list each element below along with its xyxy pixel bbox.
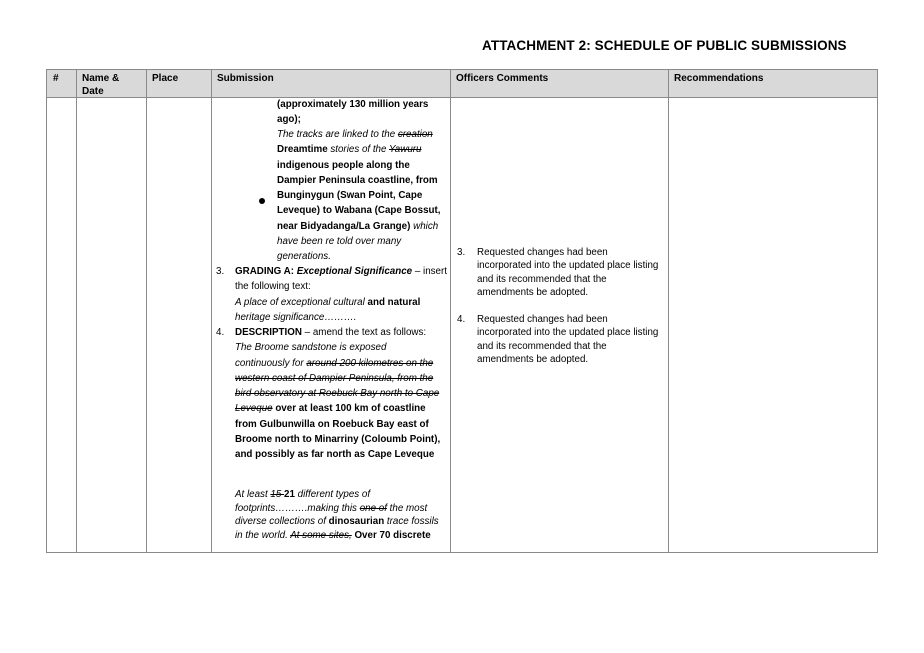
submission-line: Dampier Peninsula coastline, from [277,174,438,186]
submission-line [235,529,447,543]
submission-line: Broome north to Minarriny (Coloumb Point), [235,434,441,446]
struck-text: At some sites, [290,529,352,541]
submission-line [277,158,447,173]
text-span: trace fossils [384,516,439,527]
submissions-table [46,69,878,553]
struck-text: Yawuru [389,144,422,156]
text-span: continuously for [235,357,307,369]
submission-line [235,295,447,310]
bullet-dot-icon [259,198,265,204]
submission-line: Leveque) to Wabana (Cape Bossut, [277,205,441,217]
submission-line: ago); [277,114,301,126]
text-span: which [410,220,439,232]
text-span: dinosaurian [328,516,385,527]
submission-line [277,142,447,157]
submission-line: western coast of Dampier Peninsula, from the [235,372,434,384]
submission-line: (approximately 130 million years [277,99,429,110]
header-number: # [53,73,59,84]
text-span: diverse collections of [235,516,329,527]
text-span: The tracks are linked to the [277,129,398,140]
header-place: Place [152,73,179,84]
submission-line [235,356,447,371]
struck-text: creation [397,129,433,140]
text-span: indigenous [277,159,330,171]
header-date-line: Date [82,86,104,97]
submission-line [277,219,447,234]
struck-text: Leveque [235,403,273,415]
comment-number: 4. [457,314,466,325]
item-number: 3. [216,266,225,277]
submission-line: from Gulbunwilla on Roebuck Bay east of [235,418,429,430]
struck-text: around 200 kilometres on the [306,357,434,369]
header-submission: Submission [217,73,274,84]
text-span: near Bidyadanga/La Grange) [277,220,411,232]
submission-item-description [235,325,447,463]
submission-line [277,127,447,142]
text-span: the most [386,502,428,514]
header-officers-comments: Officers Comments [456,73,549,84]
header-name-date [82,72,119,98]
text-span: – insert [412,266,447,277]
item-number: 4. [216,327,225,338]
submission-line [235,502,447,516]
submission-line: bird observatory at Roebuck Bay north to Cape [235,388,440,400]
submission-line: generations. [277,251,331,263]
submission-line [235,264,447,279]
text-span: – amend the text as follows: [301,327,427,338]
submission-line: and possibly as far north as Cape Leveque [235,449,435,461]
text-span: GRADING A: [235,266,294,277]
text-span: people along the [329,159,410,171]
text-span: Dreamtime [277,144,328,156]
text-span: At least [235,489,271,500]
submission-line [235,488,447,502]
text-span: A place of exceptional cultural [235,296,365,308]
column-divider [668,70,669,552]
page-title: ATTACHMENT 2: SCHEDULE OF PUBLIC SUBMISSIONS [482,38,847,53]
text-span: in the world. [235,529,291,541]
header-name-line: Name & [82,73,120,84]
column-divider [76,70,77,552]
column-divider [450,70,451,552]
comment-number: 3. [457,247,466,258]
submission-item-grading [235,264,447,325]
text-span: and natural [364,296,421,308]
text-span: Over 70 discrete [351,529,431,541]
submission-paragraph [235,488,447,542]
submission-line: The Broome sandstone is exposed [235,342,387,354]
submission-line [235,325,447,340]
submission-line [235,515,447,529]
header-recommendations: Recommendations [674,73,764,84]
column-divider [211,70,212,552]
text-span: 21 [284,489,295,500]
column-divider [146,70,147,552]
submission-line: the following text: [235,281,311,293]
text-span: DESCRIPTION [235,327,302,338]
text-span: different types of [294,489,371,500]
text-span: over at least 100 km of coastline [272,403,426,415]
officer-comment: Requested changes had been incorporated into the updated place listing and its recommended that the amendments be adopted. [477,247,659,299]
text-span: footprints……….making this [235,502,360,514]
struck-text: 15 [270,489,285,500]
submission-continued-text [277,97,428,128]
submission-line [235,401,447,416]
struck-text: one of [359,502,387,514]
submission-line: have been re told over many [277,236,402,248]
submission-bullet-item [277,127,447,265]
officer-comment: Requested changes had been incorporated into the updated place listing and its recommended that the amendments be adopted. [477,314,659,366]
text-span: stories of the [327,144,389,156]
submission-line: heritage significance………. [235,311,357,323]
text-span: Exceptional Significance [293,266,413,277]
submission-line: Bunginygun (Swan Point, Cape [277,190,423,202]
